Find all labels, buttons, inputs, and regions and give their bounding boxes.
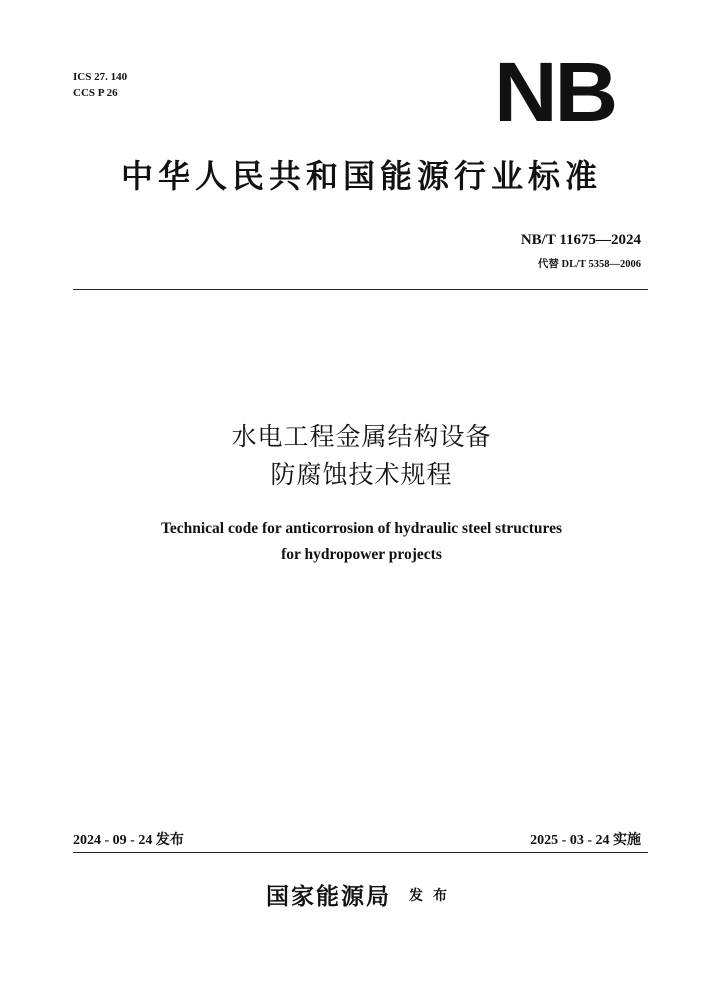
replaces-standard: 代替 DL/T 5358—2006	[537, 259, 641, 270]
issue-date: 2024 - 09 - 24 发布	[73, 833, 184, 848]
classification-codes	[73, 69, 127, 101]
chinese-title-line-1: 水电工程金属结构设备	[231, 422, 492, 451]
chinese-title-line-2: 防腐蚀技术规程	[270, 460, 453, 489]
top-divider	[73, 289, 648, 290]
english-title	[0, 516, 723, 568]
standard-number: NB/T 11675—2024	[520, 232, 641, 248]
bottom-divider	[73, 852, 648, 853]
english-title-line-1: Technical code for anticorrosion of hydraulic steel structures	[160, 520, 563, 537]
ccs-code: CCS P 26	[73, 87, 118, 99]
standard-type-heading: 中华人民共和国能源行业标准	[120, 157, 602, 195]
issuing-organization: 国家能源局	[266, 883, 391, 910]
chinese-title	[0, 418, 723, 494]
ics-code: ICS 27. 140	[73, 71, 128, 83]
issuer-line	[0, 878, 723, 911]
implementation-date: 2025 - 03 - 24 实施	[530, 833, 641, 848]
nb-logo: NB	[494, 45, 616, 139]
issued-label: 发布	[409, 887, 457, 904]
english-title-line-2: for hydropower projects	[281, 546, 442, 563]
